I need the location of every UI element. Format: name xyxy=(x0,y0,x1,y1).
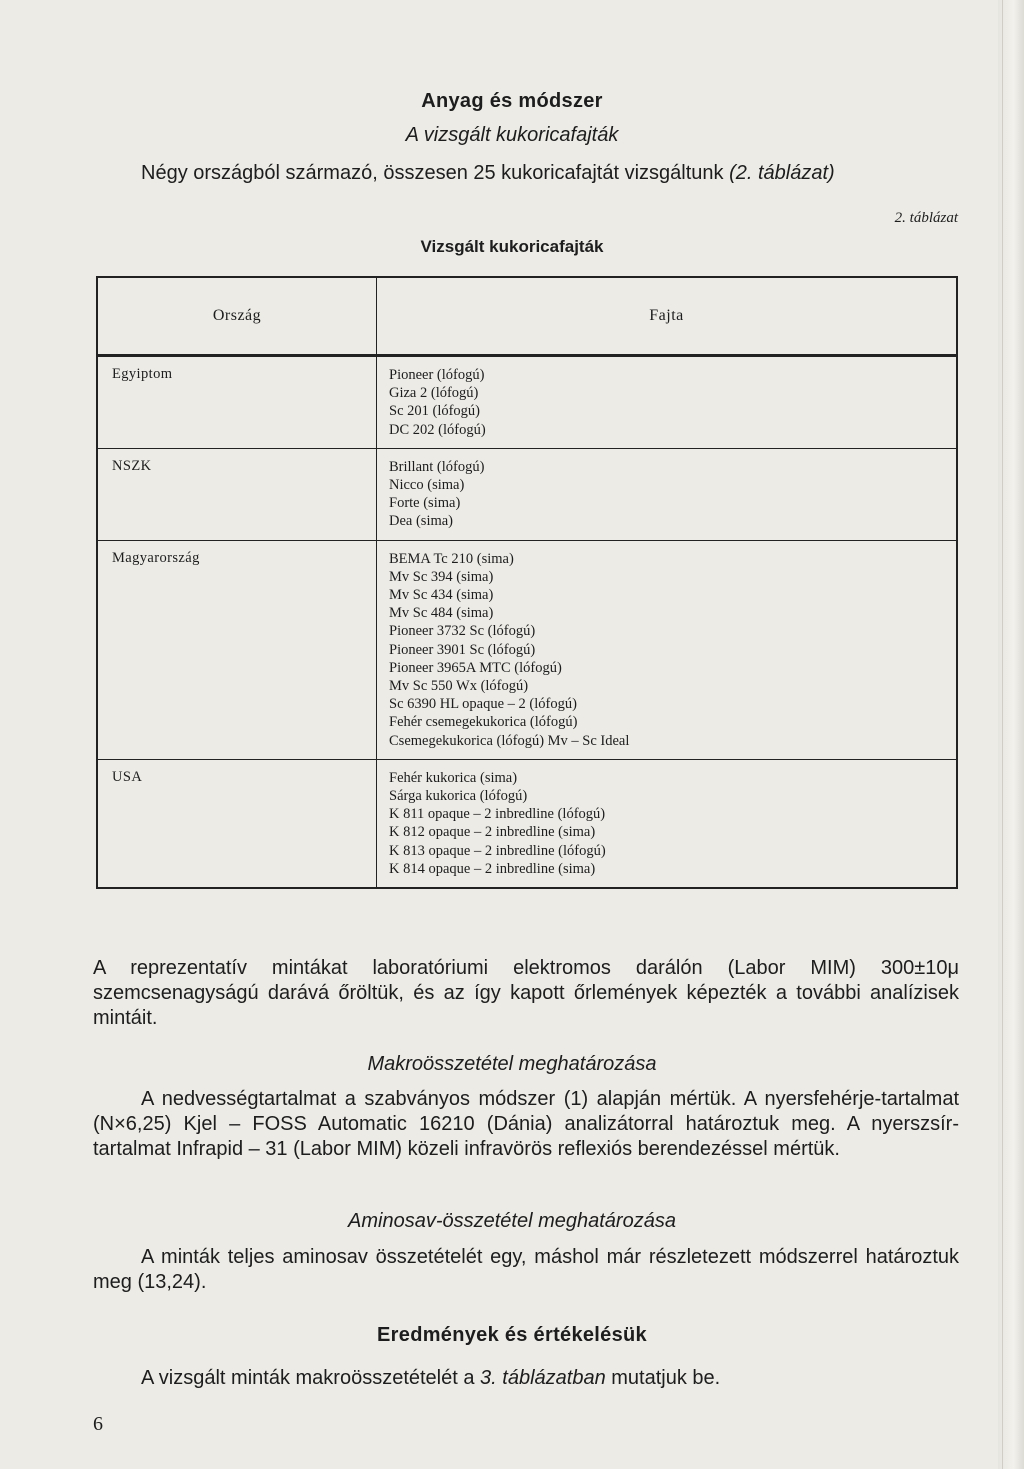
variety-item: Forte (sima) xyxy=(389,495,461,512)
variety-cell xyxy=(377,448,958,540)
variety-item: Mv Sc 434 (sima) xyxy=(389,587,494,604)
paragraph-macro-method xyxy=(93,1087,959,1162)
paragraph-macro-text: A nedvességtartalmat a szabványos módszer (1) alapján mértük. A nyersfehérje-tartalmat (N×6,25) Kjel – FOSS Automatic 16210 (Dánia) analizátorral határoztuk meg. A nyerszsír-tartalmat Infrapid – 31 (Labor MIM) közeli infravörös reflexiós berendezéssel mértük. xyxy=(93,1088,959,1160)
table-row xyxy=(97,540,957,759)
variety-item: K 814 opaque – 2 inbredline (sima) xyxy=(389,860,596,877)
table-row xyxy=(97,759,957,888)
page-edge xyxy=(998,0,1024,1469)
variety-item: Giza 2 (lófogú) xyxy=(389,385,479,402)
variety-item: K 811 opaque – 2 inbredline (lófogú) xyxy=(389,806,606,823)
intro-table-reference: (2. táblázat) xyxy=(729,162,835,184)
country-cell: NSZK xyxy=(97,448,377,540)
table-header-row xyxy=(97,277,957,356)
variety-item: Sc 201 (lófogú) xyxy=(389,403,481,420)
results-text-start: A vizsgált minták makroösszetételét a xyxy=(141,1367,475,1389)
variety-item: Brillant (lófogú) xyxy=(389,458,485,475)
variety-item: Pioneer (lófogú) xyxy=(389,367,485,383)
variety-item: Csemegekukorica (lófogú) Mv – Sc Ideal xyxy=(389,732,630,749)
paragraph-sample-preparation: A reprezentatív mintákat laboratóriumi elektromos darálón (Labor MIM) 300±10μ szemcsenagyságú darává őröltük, és az így kapott őrlemények képezték a további analízisek mintáit. xyxy=(93,957,959,1029)
variety-item: Mv Sc 394 (sima) xyxy=(389,568,494,585)
results-title: Eredmények és értékelésük xyxy=(377,1324,647,1346)
table-body xyxy=(97,356,957,889)
column-header-variety: Fajta xyxy=(377,277,958,356)
subsection-title-macro: Makroösszetétel meghatározása xyxy=(367,1053,657,1075)
variety-item: Fehér csemegekukorica (lófogú) xyxy=(389,714,578,731)
subsection-title-varieties: A vizsgált kukoricafajták xyxy=(405,124,619,146)
variety-item: Mv Sc 484 (sima) xyxy=(389,605,494,622)
subsection-title-amino: Aminosav-összetétel meghatározása xyxy=(348,1210,676,1232)
variety-cell xyxy=(377,356,958,449)
paragraph-amino-method xyxy=(93,1245,959,1295)
country-cell: USA xyxy=(97,759,377,888)
results-table-reference: 3. táblázatban xyxy=(480,1367,606,1389)
table-title: Vizsgált kukoricafajták xyxy=(420,237,604,256)
variety-item: K 813 opaque – 2 inbredline (lófogú) xyxy=(389,842,606,859)
variety-item: Dea (sima) xyxy=(389,513,454,530)
table-row xyxy=(97,448,957,540)
variety-item: Pioneer 3901 Sc (lófogú) xyxy=(389,641,536,658)
variety-item: K 812 opaque – 2 inbredline (sima) xyxy=(389,824,596,841)
variety-item: Pioneer 3732 Sc (lófogú) xyxy=(389,623,536,640)
paragraph-amino-text: A minták teljes aminosav összetételét egy, máshol már részletezett módszerrel határoztuk meg (13,24). xyxy=(93,1246,959,1293)
intro-paragraph xyxy=(93,161,971,186)
variety-item: Sárga kukorica (lófogú) xyxy=(389,788,528,805)
variety-item: Nicco (sima) xyxy=(389,477,465,494)
results-text-end: mutatjuk be. xyxy=(611,1367,721,1389)
variety-item: Mv Sc 550 Wx (lófogú) xyxy=(389,678,529,695)
table-number-label: 2. táblázat xyxy=(894,210,958,226)
variety-cell xyxy=(377,759,958,888)
varieties-table xyxy=(96,276,958,889)
country-cell: Magyarország xyxy=(97,540,377,759)
variety-item: DC 202 (lófogú) xyxy=(389,421,486,438)
country-cell: Egyiptom xyxy=(97,356,377,449)
variety-item: Fehér kukorica (sima) xyxy=(389,769,518,786)
variety-item: Pioneer 3965A MTC (lófogú) xyxy=(389,659,562,676)
column-header-country: Ország xyxy=(97,277,377,356)
page-number: 6 xyxy=(93,1413,103,1435)
table-row xyxy=(97,356,957,449)
section-title: Anyag és módszer xyxy=(421,90,603,112)
variety-item: BEMA Tc 210 (sima) xyxy=(389,550,514,567)
paragraph-results xyxy=(93,1366,959,1391)
variety-item: Sc 6390 HL opaque – 2 (lófogú) xyxy=(389,696,577,713)
intro-text: Négy országból származó, összesen 25 kukoricafajtát vizsgáltunk xyxy=(141,162,724,184)
variety-cell xyxy=(377,540,958,759)
